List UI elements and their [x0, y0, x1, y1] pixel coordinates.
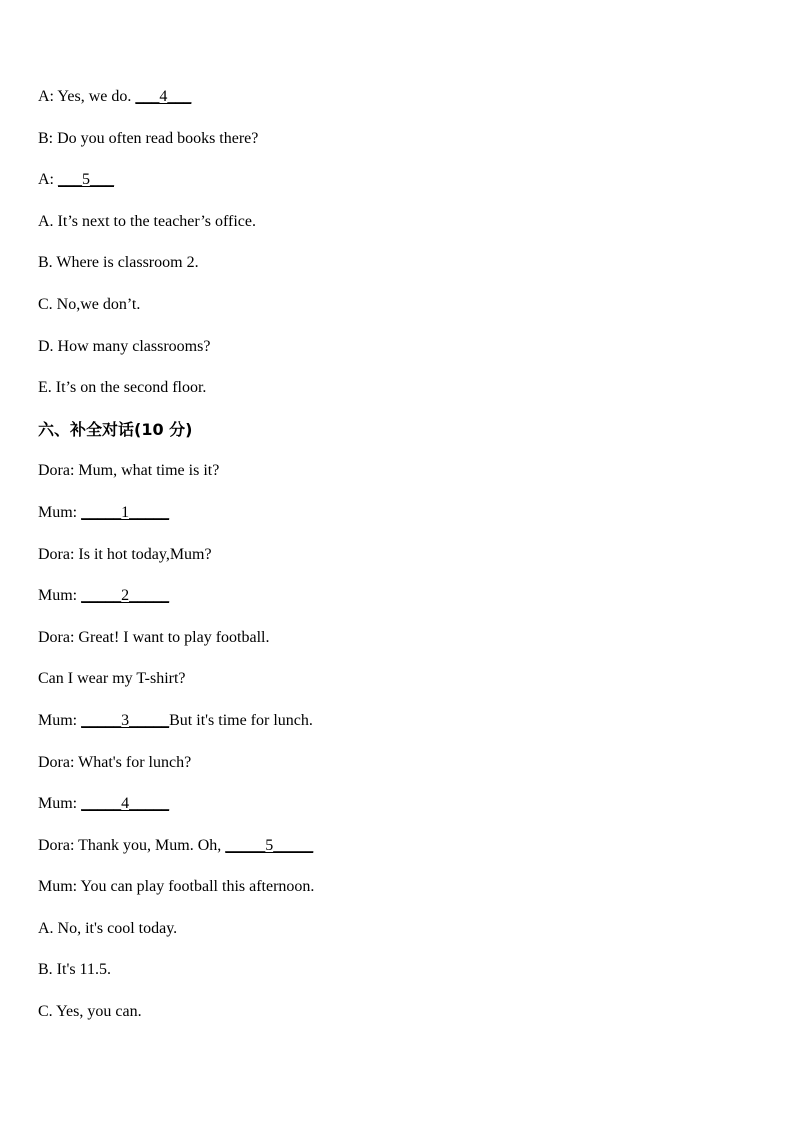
answer-blank-1[interactable]: _____1_____: [81, 503, 170, 521]
option-b: B. Where is classroom 2.: [38, 254, 199, 272]
dialogue-line: [38, 708, 758, 750]
dialogue-line: Can I wear my T-shirt?: [38, 670, 186, 688]
option-a: A. It’s next to the teacher’s office.: [38, 212, 256, 230]
answer-blank-2[interactable]: _____2_____: [81, 587, 170, 605]
option-c: C. Yes, you can.: [38, 1003, 142, 1021]
line-prefix: Mum:: [38, 503, 82, 521]
dialogue-line: Mum: You can play football this afternoon.: [38, 878, 315, 896]
option-b: B. It's 11.5.: [38, 961, 111, 979]
worksheet-page: [38, 84, 758, 1041]
dialogue-line-b: B: Do you often read books there?: [38, 129, 259, 147]
line-prefix: Mum:: [38, 795, 82, 813]
answer-blank-5[interactable]: ___5___: [58, 171, 114, 189]
answer-blank-5[interactable]: _____5_____: [225, 836, 314, 854]
dialogue-line: Dora: What's for lunch?: [38, 753, 192, 771]
option-e: E. It’s on the second floor.: [38, 379, 207, 397]
dialogue-line: Dora: Great! I want to play football.: [38, 628, 270, 646]
answer-blank-3[interactable]: _____3_____: [81, 711, 170, 729]
line-suffix: But it's time for lunch.: [169, 711, 313, 729]
dialogue-line: Dora: Mum, what time is it?: [38, 462, 220, 480]
dialogue-line: [38, 500, 758, 542]
line-prefix: Mum:: [38, 711, 82, 729]
option-a: A. No, it's cool today.: [38, 919, 178, 937]
option-c: C. No,we don’t.: [38, 295, 141, 313]
dialogue-line-a-4: [38, 84, 758, 126]
answer-blank-4[interactable]: _____4_____: [81, 795, 170, 813]
dialogue-line: Dora: Is it hot today,Mum?: [38, 545, 212, 563]
line-prefix: Mum:: [38, 587, 82, 605]
line-prefix: Dora: Thank you, Mum. Oh,: [38, 836, 226, 854]
dialogue-line: [38, 791, 758, 833]
option-d: D. How many classrooms?: [38, 337, 211, 355]
dialogue-line: [38, 833, 758, 875]
line-prefix: A:: [38, 171, 58, 189]
dialogue-line: [38, 583, 758, 625]
line-prefix: A: Yes, we do.: [38, 88, 136, 105]
dialogue-line-a-5: [38, 167, 758, 209]
section-heading: 六、补全对话(10 分): [38, 419, 193, 439]
answer-blank-4[interactable]: ___4___: [135, 88, 192, 105]
